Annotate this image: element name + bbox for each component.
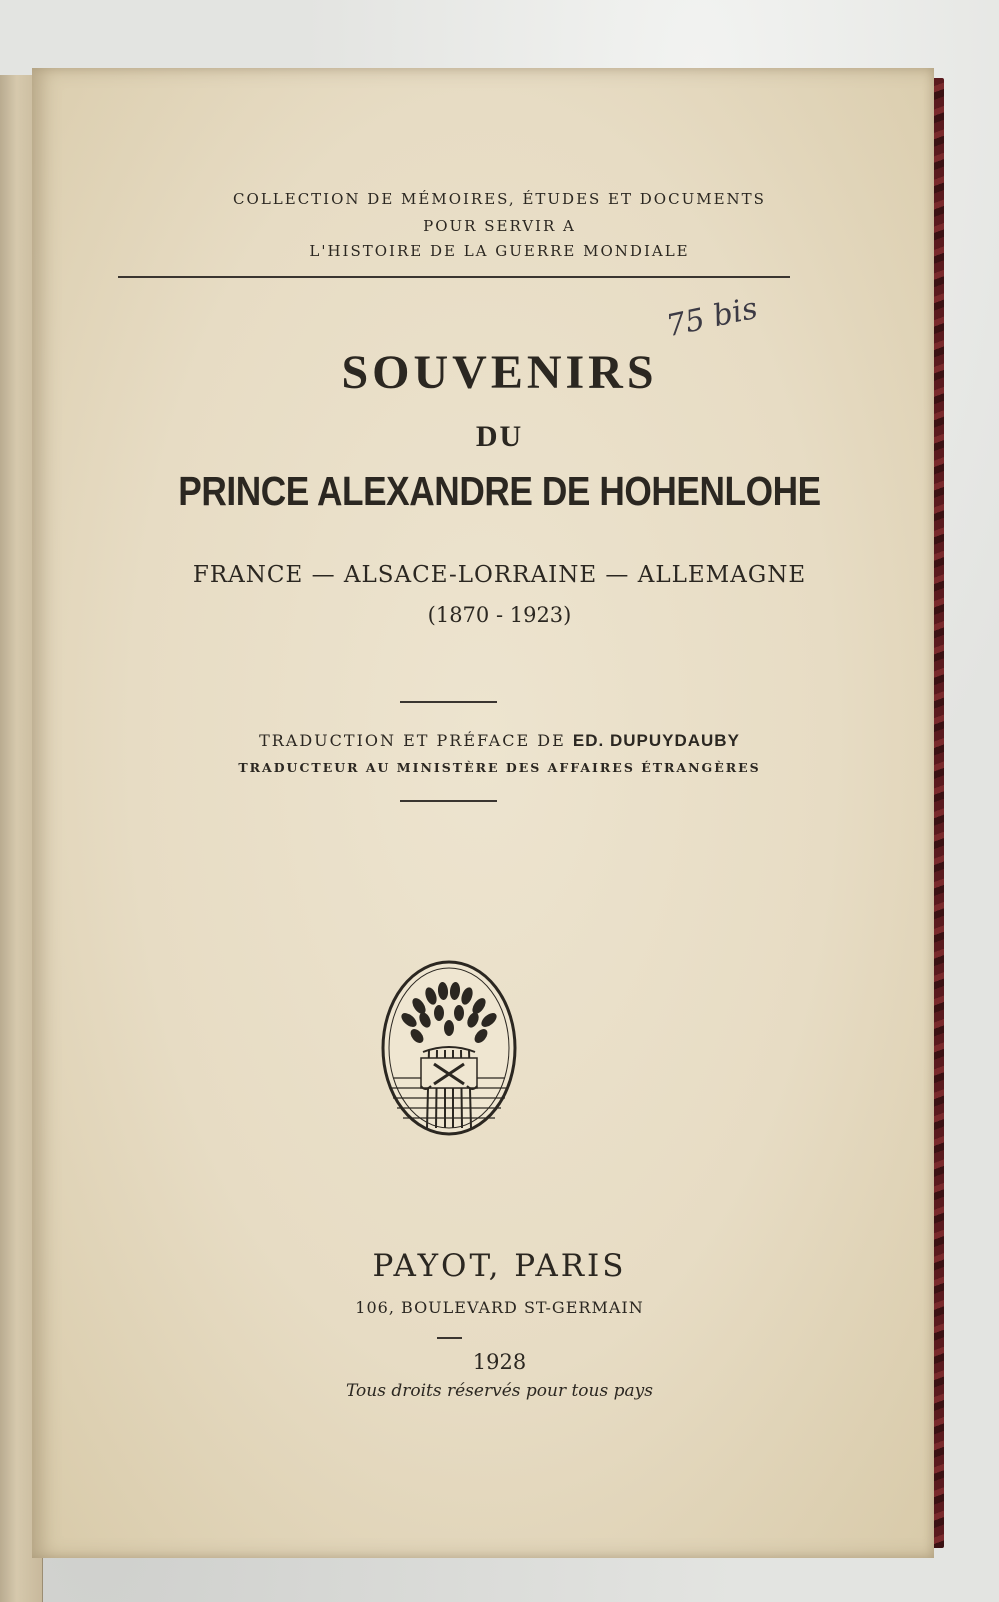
divider-top (400, 701, 497, 703)
divider-bottom (400, 800, 497, 802)
translation-prefix: TRADUCTION ET PRÉFACE DE (259, 731, 566, 750)
translator-name: ED. DUPUYDAUBY (572, 731, 740, 750)
subtitle-line-1: FRANCE — ALSACE-LORRAINE — ALLEMAGNE (192, 562, 807, 588)
title-page (32, 68, 934, 1558)
series-line-1: COLLECTION DE MÉMOIRES, ÉTUDES ET DOCUMENTS (233, 190, 766, 208)
title-line-3: PRINCE ALEXANDRE DE HOHENLOHE (178, 468, 821, 514)
title-line-1: SOUVENIRS (341, 346, 658, 399)
translator-role: TRADUCTEUR AU MINISTÈRE DES AFFAIRES ÉTRANGÈRES (238, 760, 761, 775)
publisher-name: PAYOT, PARIS (372, 1248, 627, 1284)
title-line-2: DU (475, 420, 524, 453)
translation-line (0, 731, 999, 751)
rights-notice: Tous droits réservés pour tous pays (346, 1381, 653, 1401)
publication-year: 1928 (472, 1350, 527, 1374)
year-dash (437, 1337, 462, 1339)
handwritten-note: 75 bis (663, 290, 761, 345)
series-rule (118, 276, 790, 278)
publisher-address: 106, BOULEVARD ST-GERMAIN (355, 1298, 644, 1317)
wheat-sheaf-emblem-icon (379, 958, 519, 1138)
series-line-3: L'HISTOIRE DE LA GUERRE MONDIALE (309, 242, 690, 260)
subtitle-line-2: (1870 - 1923) (427, 603, 572, 627)
series-line-2: POUR SERVIR A (423, 217, 576, 235)
